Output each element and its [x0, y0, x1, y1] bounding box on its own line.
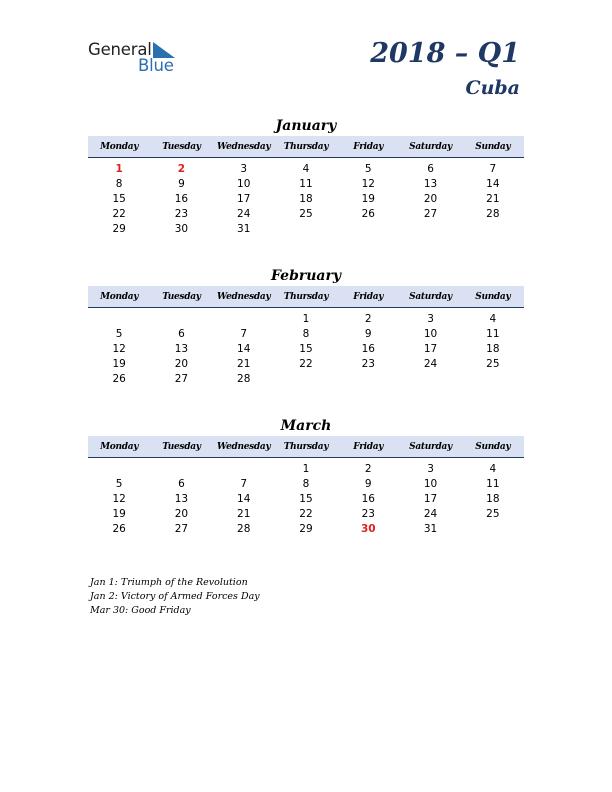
day-cell: 27 [174, 523, 189, 536]
day-cell: 11 [299, 177, 313, 190]
day-cell: 14 [237, 342, 251, 355]
day-cell: 18 [299, 192, 313, 205]
day-cell: 24 [423, 508, 438, 521]
day-cell: 23 [361, 508, 375, 521]
day-cell: 15 [299, 492, 313, 505]
month-february [88, 266, 524, 387]
day-cell: 12 [112, 492, 126, 505]
day-cell: 13 [174, 342, 189, 355]
week-row [88, 507, 524, 522]
holiday-notes [90, 576, 260, 618]
week-row [88, 341, 524, 356]
day-cell: 6 [178, 327, 185, 340]
day-cell: 19 [361, 192, 375, 205]
week-row [88, 372, 524, 387]
weekday-label: Wednesday [217, 291, 271, 302]
day-cell: 27 [174, 373, 189, 386]
day-cell: 27 [423, 208, 438, 221]
day-cell: 31 [423, 523, 438, 536]
day-cell: 18 [486, 342, 500, 355]
day-cell: 10 [423, 327, 438, 340]
weekday-label: Tuesday [162, 441, 201, 452]
day-cell: 16 [361, 342, 375, 355]
day-cell: 30 [360, 523, 376, 536]
week-row [88, 326, 524, 341]
day-cell: 20 [174, 358, 189, 371]
day-cell: 21 [237, 358, 251, 371]
day-cell: 3 [427, 462, 434, 475]
day-cell: 26 [112, 373, 126, 386]
day-cell: 4 [302, 162, 310, 175]
day-cell: 29 [299, 523, 313, 536]
weekday-label: Friday [353, 141, 384, 152]
weekday-label: Sunday [475, 141, 511, 152]
day-cell: 24 [237, 208, 251, 221]
day-cell: 3 [427, 312, 434, 325]
weekday-label: Thursday [283, 141, 329, 152]
logo-text-general: General [88, 40, 152, 59]
weekday-label: Sunday [475, 291, 511, 302]
day-cell: 13 [174, 492, 189, 505]
day-cell: 21 [486, 192, 500, 205]
day-cell: 4 [489, 462, 497, 475]
month-grid [88, 311, 524, 387]
weekday-label: Monday [100, 441, 139, 452]
weekday-label: Monday [100, 291, 139, 302]
day-cell: 17 [237, 192, 251, 205]
day-cell: 20 [423, 192, 438, 205]
month-grid [88, 161, 524, 237]
day-cell: 26 [112, 523, 126, 536]
week-row [88, 491, 524, 506]
day-cell: 7 [489, 162, 497, 175]
month-march [88, 416, 524, 537]
day-cell: 1 [302, 312, 310, 325]
day-cell: 8 [115, 177, 123, 190]
day-cell: 3 [240, 162, 248, 175]
day-cell: 8 [302, 477, 310, 490]
country-name: Cuba [465, 77, 520, 99]
day-cell: 10 [423, 477, 438, 490]
weekday-label: Monday [100, 141, 139, 152]
month-grid [88, 461, 524, 537]
day-cell: 20 [174, 508, 189, 521]
week-row [88, 222, 524, 237]
day-cell: 5 [364, 162, 372, 175]
day-cell: 12 [361, 177, 375, 190]
day-cell: 9 [178, 177, 185, 190]
day-cell: 10 [237, 177, 251, 190]
day-cell: 19 [112, 358, 126, 371]
week-row [88, 207, 524, 222]
day-cell: 16 [361, 492, 375, 505]
day-cell: 6 [427, 162, 434, 175]
day-cell: 19 [112, 508, 126, 521]
weekday-label: Friday [353, 291, 384, 302]
day-cell: 5 [115, 327, 123, 340]
holiday-note: Mar 30: Good Friday [90, 605, 191, 616]
day-cell: 7 [240, 327, 248, 340]
day-cell: 11 [486, 477, 500, 490]
day-cell: 29 [112, 223, 126, 236]
week-row [88, 461, 524, 476]
week-row [88, 191, 524, 206]
weekday-label: Tuesday [162, 141, 201, 152]
weekday-header [88, 286, 524, 308]
week-row [88, 161, 524, 176]
week-row [88, 476, 524, 491]
day-cell: 2 [364, 462, 372, 475]
day-cell: 21 [237, 508, 251, 521]
day-cell: 8 [302, 327, 310, 340]
page-title: 2018 – Q1 [370, 38, 520, 69]
day-cell: 15 [112, 192, 126, 205]
day-cell: 13 [423, 177, 438, 190]
weekday-label: Thursday [283, 291, 329, 302]
day-cell: 25 [299, 208, 313, 221]
month-title: March [280, 418, 332, 434]
weekday-label: Wednesday [217, 141, 271, 152]
day-cell: 2 [177, 162, 186, 175]
month-title: February [270, 268, 341, 284]
day-cell: 9 [364, 477, 372, 490]
weekday-label: Thursday [283, 441, 329, 452]
day-cell: 28 [486, 208, 500, 221]
day-cell: 23 [361, 358, 375, 371]
day-cell: 14 [486, 177, 500, 190]
day-cell: 25 [486, 358, 500, 371]
day-cell: 28 [237, 373, 251, 386]
weekday-label: Wednesday [217, 441, 271, 452]
day-cell: 24 [423, 358, 438, 371]
week-row [88, 311, 524, 326]
day-cell: 23 [174, 208, 189, 221]
weekday-label: Tuesday [162, 291, 201, 302]
day-cell: 22 [299, 358, 313, 371]
day-cell: 1 [302, 462, 310, 475]
month-january [88, 116, 524, 237]
day-cell: 15 [299, 342, 313, 355]
day-cell: 9 [364, 327, 372, 340]
weekday-label: Sunday [475, 441, 511, 452]
holiday-note: Jan 2: Victory of Armed Forces Day [90, 591, 260, 602]
weekday-label: Saturday [409, 441, 452, 452]
month-title: January [275, 118, 337, 134]
day-cell: 11 [486, 327, 500, 340]
week-row [88, 176, 524, 191]
day-cell: 4 [489, 312, 497, 325]
day-cell: 16 [174, 192, 189, 205]
day-cell: 28 [237, 523, 251, 536]
day-cell: 17 [423, 492, 438, 505]
day-cell: 12 [112, 342, 126, 355]
weekday-header [88, 436, 524, 458]
day-cell: 14 [237, 492, 251, 505]
holiday-note: Jan 1: Triumph of the Revolution [90, 577, 248, 588]
day-cell: 18 [486, 492, 500, 505]
logo [88, 40, 188, 76]
weekday-label: Saturday [409, 141, 452, 152]
day-cell: 25 [486, 508, 500, 521]
week-row [88, 522, 524, 537]
day-cell: 26 [361, 208, 375, 221]
day-cell: 17 [423, 342, 438, 355]
weekday-label: Friday [353, 441, 384, 452]
day-cell: 22 [299, 508, 313, 521]
week-row [88, 357, 524, 372]
day-cell: 31 [237, 223, 251, 236]
day-cell: 1 [115, 162, 123, 175]
weekday-header [88, 136, 524, 158]
weekday-label: Saturday [409, 291, 452, 302]
day-cell: 2 [364, 312, 372, 325]
day-cell: 22 [112, 208, 126, 221]
logo-text-blue: Blue [138, 56, 174, 75]
day-cell: 7 [240, 477, 248, 490]
day-cell: 30 [174, 223, 189, 236]
day-cell: 5 [115, 477, 123, 490]
day-cell: 6 [178, 477, 185, 490]
